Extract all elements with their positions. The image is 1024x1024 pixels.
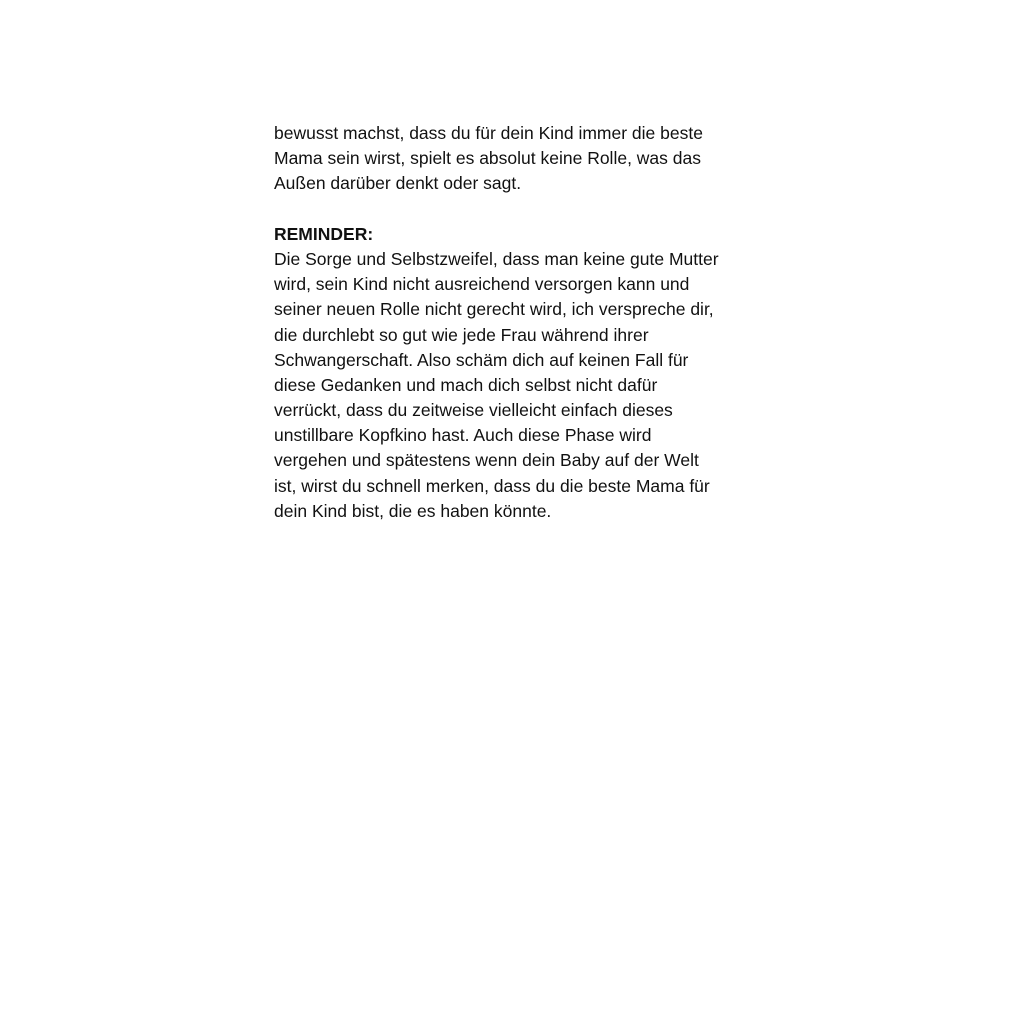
reminder-heading: REMINDER: xyxy=(274,223,374,244)
text-line: ist, wirst du schnell merken, dass du die beste Mama für xyxy=(274,475,710,496)
text-line: dein Kind bist, die es haben könnte. xyxy=(274,500,552,521)
text-line: diese Gedanken und mach dich selbst nicht dafür xyxy=(274,374,658,395)
intro-paragraph xyxy=(274,121,774,197)
text-line: Außen darüber denkt oder sagt. xyxy=(274,173,522,194)
text-line: verrückt, dass du zeitweise vielleicht einfach dieses xyxy=(274,400,673,421)
text-line: seiner neuen Rolle nicht gerecht wird, ich verspreche dir, xyxy=(274,299,714,320)
text-line: vergehen und spätestens wenn dein Baby auf der Welt xyxy=(274,450,699,471)
reminder-paragraph xyxy=(274,247,774,524)
text-line: die durchlebt so gut wie jede Frau während ihrer xyxy=(274,324,649,345)
paragraph-spacer xyxy=(274,197,774,222)
text-line: wird, sein Kind nicht ausreichend versorgen kann und xyxy=(274,274,690,295)
body-text xyxy=(274,121,774,524)
text-line: Mama sein wirst, spielt es absolut keine Rolle, was das xyxy=(274,148,701,169)
text-line: bewusst machst, dass du für dein Kind immer die beste xyxy=(274,123,703,143)
text-line: Schwangerschaft. Also schäm dich auf keinen Fall für xyxy=(274,349,689,370)
text-line: Die Sorge und Selbstzweifel, dass man keine gute Mutter xyxy=(274,248,719,269)
text-line: unstillbare Kopfkino hast. Auch diese Phase wird xyxy=(274,425,652,446)
